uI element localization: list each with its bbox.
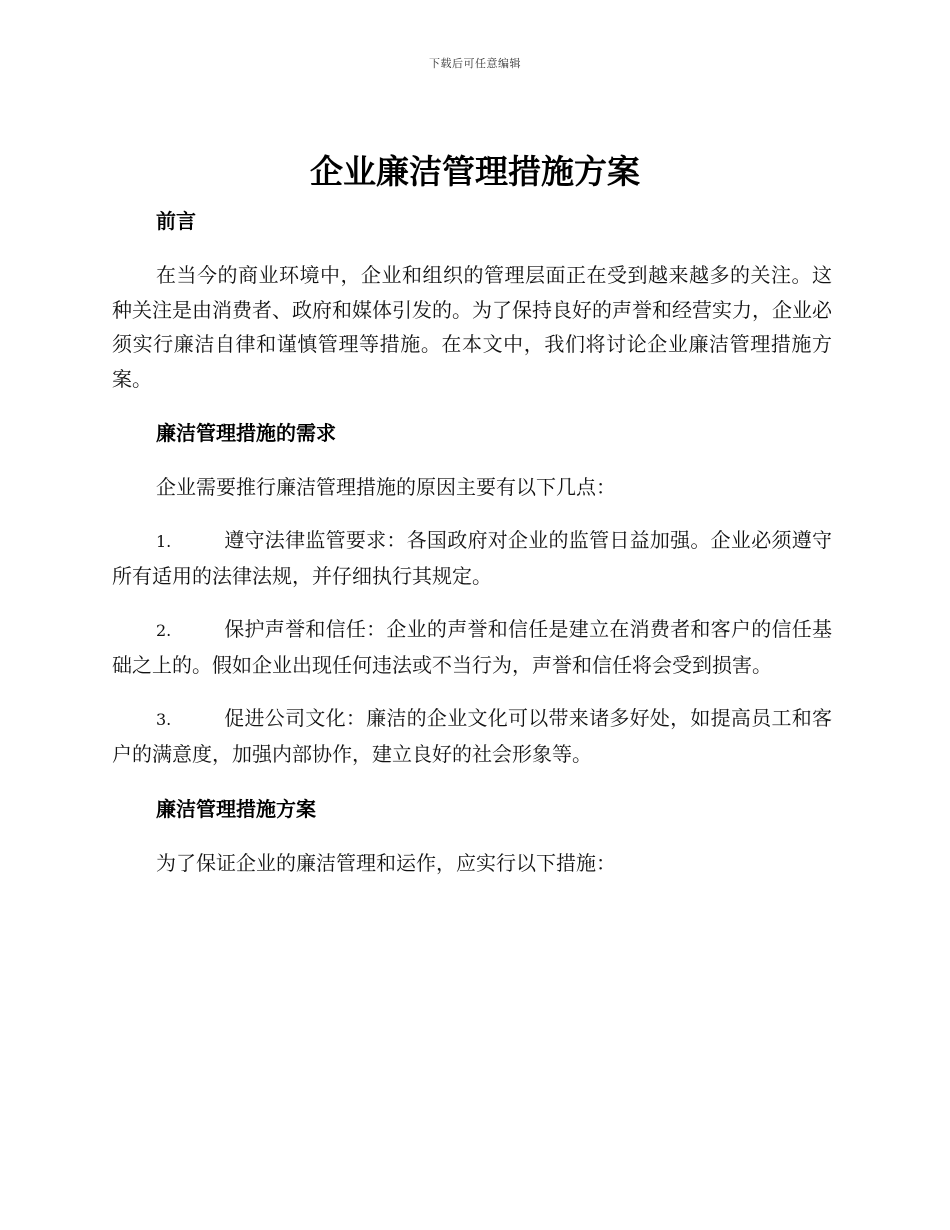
plan-intro-paragraph: 为了保证企业的廉洁管理和运作，应实行以下措施： [156,850,616,875]
needs-intro-paragraph: 企业需要推行廉洁管理措施的原因主要有以下几点： [156,475,616,499]
list-number: 1. [156,531,172,551]
list-item-text: 促进公司文化：廉洁的企业文化可以带来诸多好处，如提高员工和客户的满意度，加强内部协作，建立良好的社会形象等。 [112,705,832,766]
list-number: 2. [156,620,172,640]
list-item-1 [112,523,832,594]
list-item-2 [112,612,832,683]
section-heading-preface: 前言 [156,209,196,233]
list-item-text: 保护声誉和信任：企业的声誉和信任是建立在消费者和客户的信任基础之上的。假如企业出现任何违法或不当行为，声誉和信任将会受到损害。 [112,616,832,677]
section-heading-needs: 廉洁管理措施的需求 [156,421,336,445]
section-heading-plan: 廉洁管理措施方案 [156,796,316,821]
list-number: 3. [156,709,172,729]
preface-paragraph: 在当今的商业环境中，企业和组织的管理层面正在受到越来越多的关注。这种关注是由消费者、政府和媒体引发的。为了保持良好的声誉和经营实力，企业必须实行廉洁自律和谨慎管理等措施。在本文中，我们将讨论企业廉洁管理措施方案。 [112,263,832,391]
document-body [112,206,832,880]
list-item-3 [112,701,832,772]
list-item-text: 遵守法律监管要求：各国政府对企业的监管日益加强。企业必须遵守所有适用的法律法规，并仔细执行其规定。 [112,527,832,588]
page-header-note: 下载后可任意编辑 [429,57,521,70]
document-title: 企业廉洁管理措施方案 [310,152,640,191]
